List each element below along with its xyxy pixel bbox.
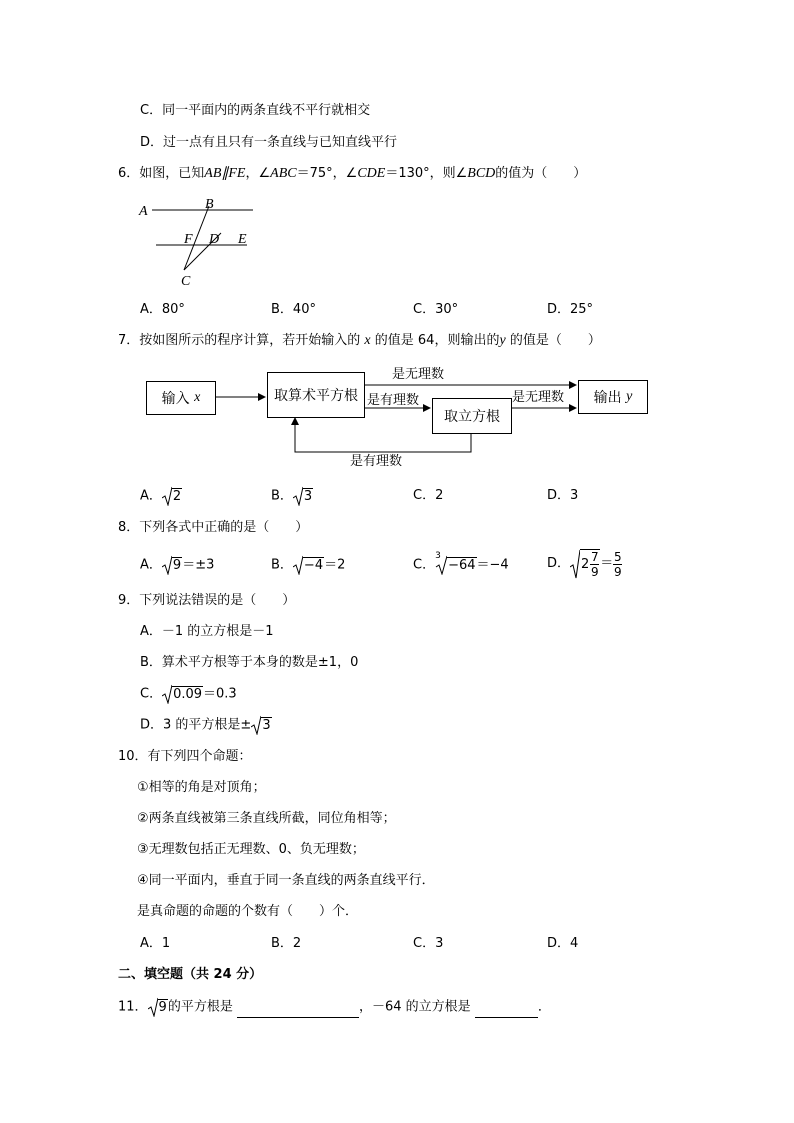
q11-stem: 11． 9的平方根是 ，－64 的立方根是 ． xyxy=(118,997,551,1018)
q6-label-c: C xyxy=(181,274,191,289)
q7-sqrt-box: 取算术平方根 xyxy=(267,372,365,418)
q8-option-c: C． 3 −64＝−4 xyxy=(413,555,509,575)
q7-cbrt-box: 取立方根 xyxy=(432,398,512,434)
radical-sign-icon xyxy=(148,997,158,1017)
q11-answer-blank-2[interactable] xyxy=(475,999,538,1018)
q6-geometry-figure xyxy=(130,195,270,295)
radical-sign-icon xyxy=(162,555,172,575)
q6-label-e: E xyxy=(238,232,247,247)
q7-stem: 7．按如图所示的程序计算，若开始输入的 x 的值是 64，则输出的y 的值是（ ） xyxy=(118,333,601,348)
section-title-fill-in: 二、填空题（共 24 分） xyxy=(118,967,263,982)
q9-option-b: B．算术平方根等于本身的数是±1，0 xyxy=(140,655,359,670)
q10-stem: 10．有下列四个命题： xyxy=(118,749,252,764)
q10-item-2: ②两条直线被第三条直线所截，同位角相等； xyxy=(137,811,396,826)
radical-sign-icon xyxy=(293,555,303,575)
q10-option-a: A．1 xyxy=(140,936,171,951)
q6-option-d: D．25° xyxy=(547,302,594,317)
q11-answer-blank-1[interactable] xyxy=(237,999,359,1018)
q6-label-f: F xyxy=(184,232,193,247)
q6-angle-cde: CDE xyxy=(357,166,386,181)
q7-option-b: B． 3 xyxy=(271,486,313,506)
q6-ab-fe: AB∥FE xyxy=(204,166,246,181)
radical-sign-icon xyxy=(251,715,261,735)
radical-sign-icon xyxy=(162,486,172,506)
q10-question: 是真命题的命题的个数有（ ）个． xyxy=(137,904,359,919)
q9-option-a: A．－1 的立方根是－1 xyxy=(140,624,274,639)
q9-option-c: C． 0.09＝0.3 xyxy=(140,684,237,704)
q7-label-irrational-right: 是无理数 xyxy=(512,390,565,405)
q6-angle-abc: ABC xyxy=(270,166,297,181)
q7-option-d: D．3 xyxy=(547,488,579,503)
q6-label-d: D xyxy=(209,232,220,247)
radical-sign-icon xyxy=(162,684,172,704)
q6-stem: 6．如图，已知AB∥FE，∠ABC＝75°，∠CDE＝130°，则∠BCD的值为（ ） xyxy=(118,166,587,181)
q8-option-a: A． 9＝±3 xyxy=(140,555,214,575)
q10-item-1: ①相等的角是对顶角； xyxy=(137,780,266,795)
q6-label-a: A xyxy=(139,204,148,219)
q7-label-rational-mid: 是有理数 xyxy=(367,393,420,408)
q8-option-b: B． −4＝2 xyxy=(271,555,345,575)
radical-sign-icon xyxy=(570,549,580,579)
q6-option-b: B．40° xyxy=(271,302,316,317)
q5-option-c: C．同一平面内的两条直线不平行就相交 xyxy=(140,103,371,118)
q7-output-box: 输出 y xyxy=(578,380,648,414)
q5-option-d: D．过一点有且只有一条直线与已知直线平行 xyxy=(140,135,398,150)
q6-option-a: A．80° xyxy=(140,302,185,317)
radical-sign-icon xyxy=(293,486,303,506)
q7-option-c: C．2 xyxy=(413,488,444,503)
q10-item-3: ③无理数包括正无理数、0、负无理数； xyxy=(137,842,365,857)
q9-stem: 9．下列说法错误的是（ ） xyxy=(118,593,296,608)
q7-input-box: 输入 x xyxy=(146,381,216,415)
q10-option-c: C．3 xyxy=(413,936,444,951)
q8-stem: 8．下列各式中正确的是（ ） xyxy=(118,520,309,535)
q7-label-irrational-top: 是无理数 xyxy=(392,367,445,382)
q6-angle-bcd: BCD xyxy=(467,166,496,181)
q10-item-4: ④同一平面内，垂直于同一条直线的两条直线平行． xyxy=(137,873,435,888)
q8-option-d: D． 2 7 9 ＝ $\frac{5}{9}$ xyxy=(547,549,622,579)
q7-label-rational-bottom: 是有理数 xyxy=(350,454,403,469)
q6-label-b: B xyxy=(205,197,214,212)
q7-option-a: A． 2 xyxy=(140,486,182,506)
q9-option-d: D．3 的平方根是± 3 xyxy=(140,715,272,735)
q10-option-d: D．4 xyxy=(547,936,579,951)
q10-option-b: B．2 xyxy=(271,936,302,951)
q6-option-c: C．30° xyxy=(413,302,459,317)
